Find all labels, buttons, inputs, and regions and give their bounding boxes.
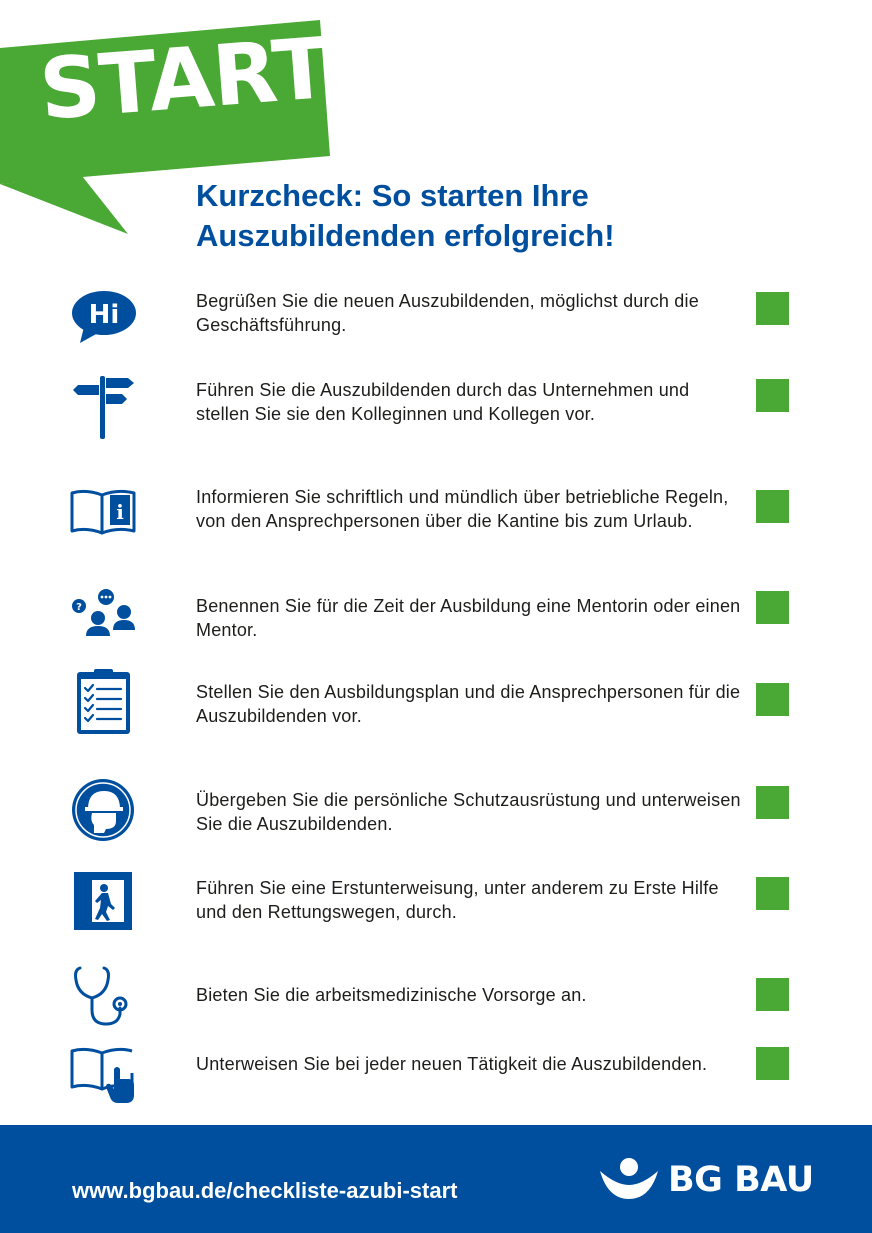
checklist-item-text: Unterweisen Sie bei jeder neuen Tätigkeit die Auszubildenden. [196, 1054, 708, 1074]
checklist-item [0, 870, 872, 922]
footer-url-link[interactable]: www.bgbau.de/checkliste-azubi-start [72, 1178, 458, 1203]
footer [0, 1125, 872, 1233]
checkbox[interactable] [756, 591, 789, 624]
checklist-item [0, 978, 872, 1005]
checklist-item-text: Übergeben Sie die persönliche Schutzausrüstung und unterweisen Sie die Auszubildenden. [196, 790, 741, 834]
hard-hat-icon [70, 777, 136, 843]
checklist-item-text: Stellen Sie den Ausbildungsplan und die Ansprechpersonen für die Auszubildenden vor. [196, 682, 741, 726]
checklist-item-text: Benennen Sie für die Zeit der Ausbildung eine Mentorin oder einen Mentor. [196, 596, 741, 640]
checklist-item-text: Führen Sie eine Erstunterweisung, unter anderem zu Erste Hilfe und den Rettungswegen, durch. [196, 878, 719, 922]
checkbox[interactable] [756, 786, 789, 819]
info-icon-label: i [116, 500, 124, 524]
bg-bau-logo-icon [598, 1157, 660, 1203]
checklist-item [0, 590, 872, 640]
clipboard-checklist-icon [70, 668, 136, 734]
banner-title: START [36, 18, 333, 139]
checklist-item-text: Begrüßen Sie die neuen Auszubildenden, möglichst durch die Geschäftsführung. [196, 291, 699, 335]
emergency-exit-icon [70, 870, 136, 936]
checklist-item [0, 372, 872, 424]
page-title: Kurzcheck: So starten Ihre Auszubildenden erfolgreich! [196, 178, 615, 253]
checklist-item [0, 676, 872, 726]
logo-text: BG BAU [668, 1160, 814, 1200]
checkbox[interactable] [756, 292, 789, 325]
book-pointer-hand-icon [70, 1043, 136, 1109]
bg-bau-logo [598, 1157, 814, 1207]
stethoscope-icon [70, 964, 136, 1030]
info-book-icon [70, 481, 136, 547]
hi-icon-label: Hi [88, 300, 120, 330]
hi-speech-bubble-icon [70, 283, 136, 349]
signpost-icon [70, 374, 136, 440]
people-conversation-icon [70, 588, 136, 654]
checklist-item-text: Informieren Sie schriftlich und mündlich über betriebliche Regeln, von den Ansprechpersonen über die Kantine bis zum Urlaub. [196, 487, 729, 531]
checkbox[interactable] [756, 379, 789, 412]
checkbox[interactable] [756, 490, 789, 523]
question-icon-label: ? [76, 602, 82, 613]
checkbox[interactable] [756, 1047, 789, 1080]
checkbox[interactable] [756, 683, 789, 716]
checklist-item-text: Führen Sie die Auszubildenden durch das Unternehmen und stellen Sie sie den Kolleginnen und Kollegen vor. [196, 380, 690, 424]
checklist-item [0, 483, 872, 531]
checklist-item [0, 285, 872, 335]
checkbox[interactable] [756, 877, 789, 910]
checklist-item [0, 780, 872, 834]
checkbox[interactable] [756, 978, 789, 1011]
checklist-item [0, 1047, 872, 1074]
checklist-item-text: Bieten Sie die arbeitsmedizinische Vorsorge an. [196, 985, 587, 1005]
